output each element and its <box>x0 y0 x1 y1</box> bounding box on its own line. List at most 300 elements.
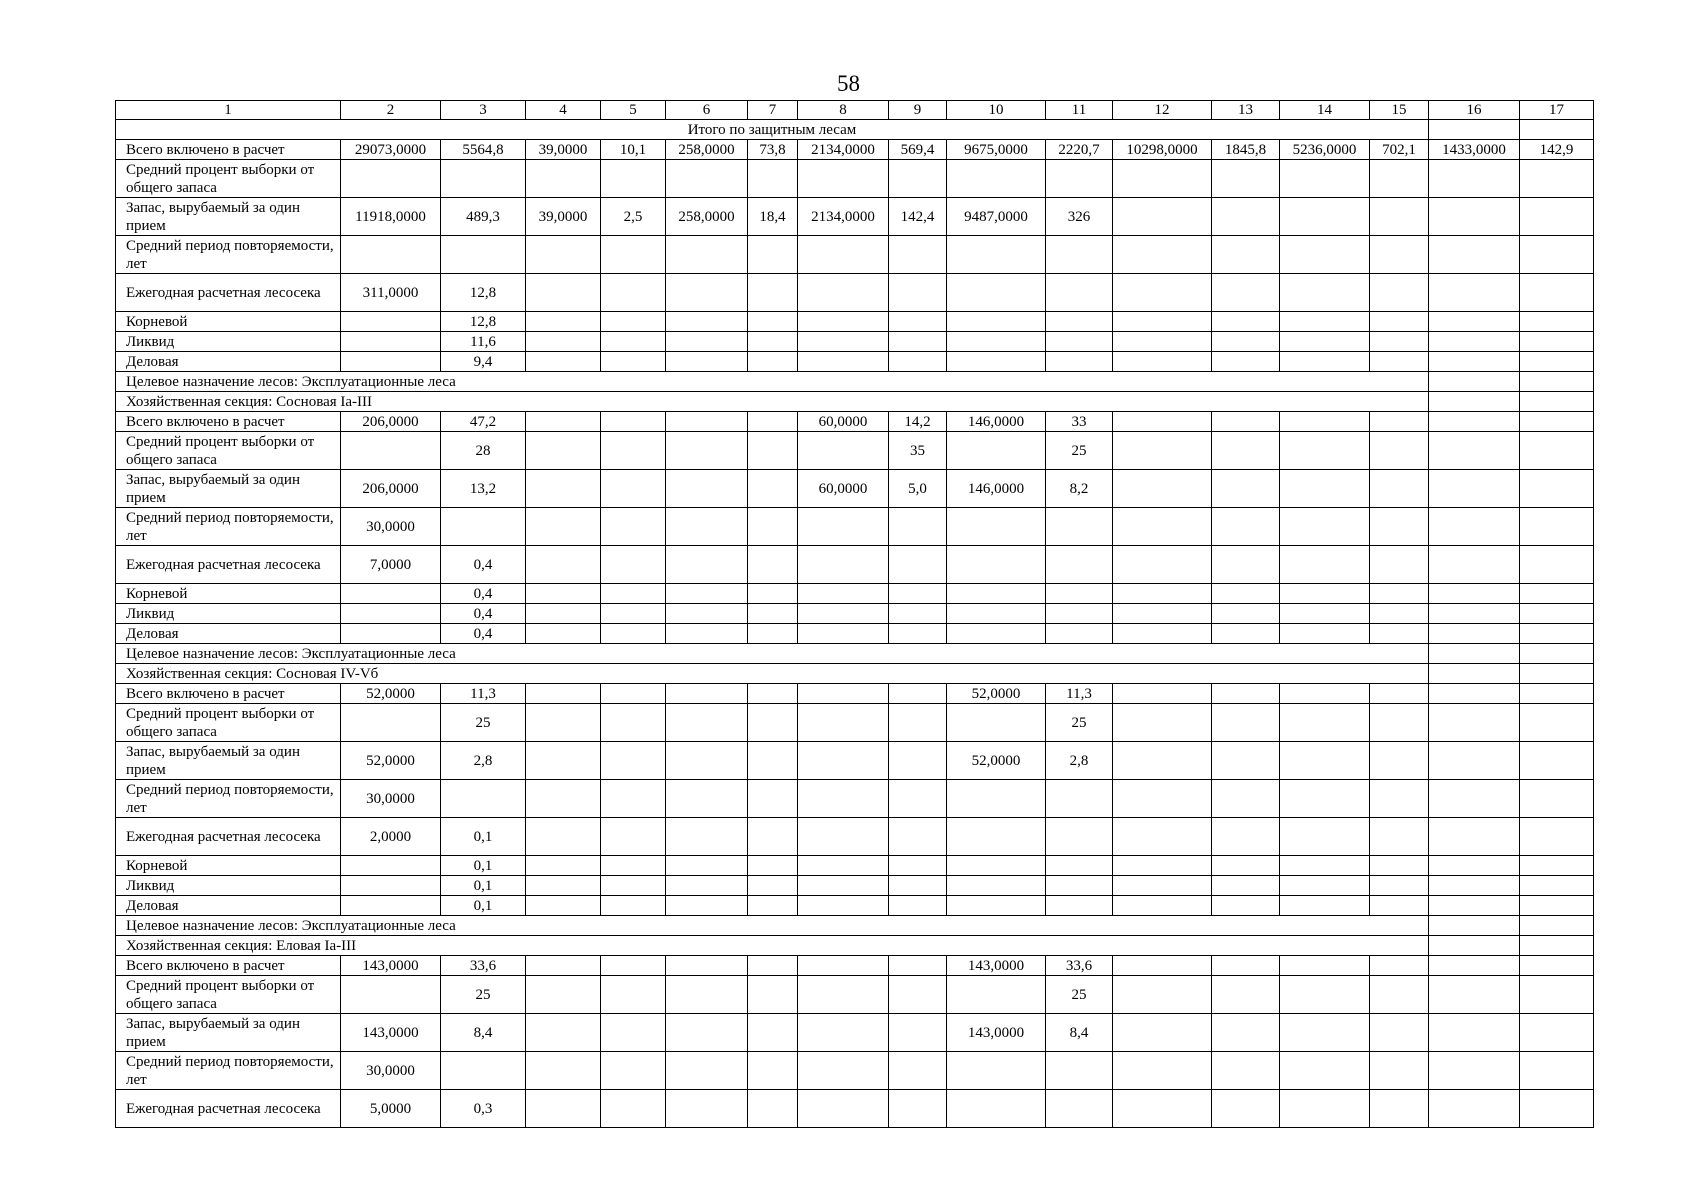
value-cell <box>1429 742 1520 780</box>
value-cell: 11,6 <box>441 332 526 352</box>
value-cell <box>1280 1052 1370 1090</box>
value-cell <box>1046 604 1113 624</box>
value-cell: 33 <box>1046 412 1113 432</box>
value-cell: 52,0000 <box>947 684 1046 704</box>
value-cell <box>947 274 1046 312</box>
value-cell <box>601 896 666 916</box>
value-cell <box>601 624 666 644</box>
value-cell: 30,0000 <box>341 508 441 546</box>
value-cell <box>1046 1052 1113 1090</box>
value-cell: 489,3 <box>441 198 526 236</box>
section-label: Целевое назначение лесов: Эксплуатационные леса <box>116 916 1429 936</box>
value-cell <box>1429 976 1520 1014</box>
section-row <box>116 392 1594 412</box>
value-cell <box>1280 684 1370 704</box>
table-row <box>116 624 1594 644</box>
value-cell <box>1113 742 1212 780</box>
table-title-row <box>116 120 1594 140</box>
value-cell <box>441 236 526 274</box>
value-cell: 206,0000 <box>341 412 441 432</box>
value-cell: 9487,0000 <box>947 198 1046 236</box>
row-label: Средний процент выборки от общего запаса <box>116 432 341 470</box>
value-cell <box>1280 332 1370 352</box>
value-cell <box>748 236 798 274</box>
value-cell <box>798 332 889 352</box>
value-cell <box>1046 818 1113 856</box>
value-cell <box>1212 274 1280 312</box>
value-cell <box>947 624 1046 644</box>
value-cell <box>1280 1090 1370 1128</box>
value-cell <box>601 508 666 546</box>
value-cell: 29073,0000 <box>341 140 441 160</box>
value-cell <box>947 856 1046 876</box>
value-cell <box>1280 818 1370 856</box>
value-cell <box>798 624 889 644</box>
value-cell <box>601 876 666 896</box>
value-cell <box>666 508 748 546</box>
value-cell <box>666 624 748 644</box>
value-cell <box>1520 856 1594 876</box>
value-cell <box>947 312 1046 332</box>
column-number-cell: 15 <box>1370 101 1429 120</box>
value-cell <box>526 274 601 312</box>
value-cell <box>1520 274 1594 312</box>
value-cell: 143,0000 <box>947 956 1046 976</box>
value-cell <box>1520 312 1594 332</box>
value-cell <box>1046 508 1113 546</box>
value-cell: 8,4 <box>1046 1014 1113 1052</box>
value-cell: 2,0000 <box>341 818 441 856</box>
value-cell <box>1520 742 1594 780</box>
value-cell <box>666 604 748 624</box>
section-row <box>116 644 1594 664</box>
column-number-cell: 2 <box>341 101 441 120</box>
value-cell <box>526 976 601 1014</box>
value-cell <box>1280 896 1370 916</box>
value-cell <box>1370 546 1429 584</box>
empty-cell <box>1429 936 1520 956</box>
value-cell <box>666 1090 748 1128</box>
value-cell <box>1429 470 1520 508</box>
value-cell <box>889 876 947 896</box>
value-cell <box>1113 584 1212 604</box>
value-cell <box>666 432 748 470</box>
value-cell: 12,8 <box>441 274 526 312</box>
value-cell <box>441 1052 526 1090</box>
value-cell <box>889 332 947 352</box>
value-cell: 2,8 <box>441 742 526 780</box>
value-cell <box>1113 624 1212 644</box>
value-cell <box>1212 876 1280 896</box>
value-cell <box>1429 352 1520 372</box>
value-cell <box>1280 412 1370 432</box>
value-cell <box>1212 742 1280 780</box>
value-cell <box>666 684 748 704</box>
value-cell <box>1280 704 1370 742</box>
column-number-cell: 13 <box>1212 101 1280 120</box>
value-cell <box>1370 432 1429 470</box>
value-cell <box>947 160 1046 198</box>
row-label: Запас, вырубаемый за один прием <box>116 742 341 780</box>
value-cell <box>947 332 1046 352</box>
value-cell <box>1370 1014 1429 1052</box>
value-cell <box>666 584 748 604</box>
value-cell: 2,8 <box>1046 742 1113 780</box>
row-label: Всего включено в расчет <box>116 684 341 704</box>
value-cell <box>1046 160 1113 198</box>
value-cell <box>341 160 441 198</box>
value-cell: 12,8 <box>441 312 526 332</box>
value-cell <box>526 312 601 332</box>
value-cell <box>798 704 889 742</box>
value-cell: 0,4 <box>441 604 526 624</box>
value-cell <box>1520 780 1594 818</box>
table-row <box>116 412 1594 432</box>
value-cell: 143,0000 <box>341 956 441 976</box>
value-cell: 33,6 <box>441 956 526 976</box>
value-cell <box>1212 1052 1280 1090</box>
value-cell <box>1212 508 1280 546</box>
value-cell <box>748 742 798 780</box>
value-cell <box>526 352 601 372</box>
value-cell <box>601 470 666 508</box>
value-cell <box>1113 432 1212 470</box>
value-cell: 11,3 <box>1046 684 1113 704</box>
table-row <box>116 198 1594 236</box>
table-row <box>116 508 1594 546</box>
value-cell <box>341 352 441 372</box>
value-cell <box>1520 1052 1594 1090</box>
section-label: Хозяйственная секция: Еловая Iа-III <box>116 936 1429 956</box>
value-cell <box>526 742 601 780</box>
page-number: 58 <box>837 71 860 96</box>
value-cell <box>1429 818 1520 856</box>
value-cell: 25 <box>1046 976 1113 1014</box>
value-cell <box>1520 604 1594 624</box>
value-cell: 0,1 <box>441 856 526 876</box>
value-cell <box>666 160 748 198</box>
empty-cell <box>1429 120 1520 140</box>
value-cell <box>666 274 748 312</box>
value-cell <box>889 684 947 704</box>
value-cell <box>526 876 601 896</box>
value-cell <box>1520 546 1594 584</box>
value-cell <box>1113 1014 1212 1052</box>
value-cell: 33,6 <box>1046 956 1113 976</box>
table-row <box>116 160 1594 198</box>
value-cell <box>526 1014 601 1052</box>
value-cell <box>1520 432 1594 470</box>
row-label: Деловая <box>116 352 341 372</box>
section-label: Хозяйственная секция: Сосновая Iа-III <box>116 392 1429 412</box>
value-cell <box>1280 956 1370 976</box>
value-cell <box>1429 236 1520 274</box>
value-cell <box>1520 1090 1594 1128</box>
value-cell <box>666 780 748 818</box>
value-cell <box>601 704 666 742</box>
value-cell <box>1113 1052 1212 1090</box>
value-cell <box>1212 684 1280 704</box>
value-cell <box>1370 856 1429 876</box>
value-cell <box>1370 470 1429 508</box>
value-cell <box>666 546 748 584</box>
value-cell <box>441 780 526 818</box>
table-row <box>116 780 1594 818</box>
value-cell <box>666 312 748 332</box>
column-number-cell: 8 <box>798 101 889 120</box>
column-number-cell: 4 <box>526 101 601 120</box>
value-cell <box>666 704 748 742</box>
value-cell: 702,1 <box>1370 140 1429 160</box>
value-cell <box>1370 274 1429 312</box>
value-cell <box>1370 876 1429 896</box>
value-cell <box>1280 780 1370 818</box>
column-number-cell: 10 <box>947 101 1046 120</box>
value-cell <box>341 604 441 624</box>
value-cell <box>526 896 601 916</box>
value-cell <box>1212 704 1280 742</box>
value-cell <box>748 432 798 470</box>
value-cell <box>889 160 947 198</box>
value-cell <box>748 956 798 976</box>
table-row <box>116 1090 1594 1128</box>
value-cell <box>889 780 947 818</box>
value-cell: 5,0 <box>889 470 947 508</box>
value-cell <box>798 352 889 372</box>
value-cell <box>526 470 601 508</box>
value-cell <box>1212 584 1280 604</box>
value-cell <box>1280 546 1370 584</box>
table-row <box>116 684 1594 704</box>
value-cell <box>526 624 601 644</box>
value-cell <box>1280 856 1370 876</box>
section-row <box>116 372 1594 392</box>
value-cell <box>666 470 748 508</box>
value-cell <box>601 976 666 1014</box>
value-cell <box>1113 818 1212 856</box>
value-cell <box>1429 546 1520 584</box>
value-cell <box>1370 956 1429 976</box>
value-cell: 2134,0000 <box>798 140 889 160</box>
value-cell <box>1113 896 1212 916</box>
value-cell <box>526 780 601 818</box>
value-cell <box>1046 274 1113 312</box>
table-row <box>116 896 1594 916</box>
value-cell <box>341 624 441 644</box>
table-row <box>116 274 1594 312</box>
value-cell <box>1520 584 1594 604</box>
value-cell <box>748 470 798 508</box>
value-cell: 14,2 <box>889 412 947 432</box>
value-cell <box>1212 332 1280 352</box>
value-cell <box>341 896 441 916</box>
value-cell: 0,3 <box>441 1090 526 1128</box>
value-cell <box>1429 1052 1520 1090</box>
column-number-cell: 16 <box>1429 101 1520 120</box>
value-cell: 1433,0000 <box>1429 140 1520 160</box>
value-cell: 28 <box>441 432 526 470</box>
value-cell <box>526 412 601 432</box>
table-title: Итого по защитным лесам <box>116 120 1429 140</box>
section-label: Целевое назначение лесов: Эксплуатационные леса <box>116 644 1429 664</box>
column-number-cell: 5 <box>601 101 666 120</box>
value-cell <box>1370 624 1429 644</box>
row-label: Корневой <box>116 312 341 332</box>
value-cell <box>1429 704 1520 742</box>
value-cell <box>1280 976 1370 1014</box>
row-label: Средний процент выборки от общего запаса <box>116 160 341 198</box>
value-cell <box>1280 584 1370 604</box>
value-cell <box>1212 198 1280 236</box>
value-cell <box>1520 976 1594 1014</box>
row-label: Корневой <box>116 584 341 604</box>
value-cell <box>798 976 889 1014</box>
section-row <box>116 916 1594 936</box>
empty-cell <box>1520 936 1594 956</box>
value-cell <box>1429 684 1520 704</box>
value-cell <box>1046 584 1113 604</box>
value-cell <box>798 604 889 624</box>
value-cell <box>1212 818 1280 856</box>
value-cell <box>889 818 947 856</box>
value-cell <box>601 236 666 274</box>
value-cell <box>601 742 666 780</box>
value-cell <box>1280 1014 1370 1052</box>
value-cell <box>798 956 889 976</box>
value-cell <box>748 508 798 546</box>
value-cell <box>601 1052 666 1090</box>
value-cell <box>889 274 947 312</box>
value-cell <box>666 1014 748 1052</box>
value-cell <box>1212 546 1280 584</box>
value-cell <box>1046 856 1113 876</box>
value-cell <box>1046 546 1113 584</box>
value-cell <box>889 896 947 916</box>
value-cell <box>1520 704 1594 742</box>
value-cell <box>526 546 601 584</box>
value-cell <box>1520 1014 1594 1052</box>
value-cell: 13,2 <box>441 470 526 508</box>
value-cell <box>889 352 947 372</box>
value-cell <box>1113 956 1212 976</box>
row-label: Всего включено в расчет <box>116 956 341 976</box>
empty-cell <box>1520 916 1594 936</box>
table-row <box>116 546 1594 584</box>
value-cell <box>1429 876 1520 896</box>
table-row <box>116 976 1594 1014</box>
value-cell <box>666 976 748 1014</box>
value-cell <box>601 956 666 976</box>
value-cell <box>1113 684 1212 704</box>
table-row <box>116 1014 1594 1052</box>
value-cell: 146,0000 <box>947 470 1046 508</box>
value-cell: 311,0000 <box>341 274 441 312</box>
value-cell <box>1046 876 1113 896</box>
value-cell <box>1113 704 1212 742</box>
row-label: Средний период повторяемости, лет <box>116 236 341 274</box>
value-cell <box>1520 508 1594 546</box>
column-number-cell: 11 <box>1046 101 1113 120</box>
section-label: Хозяйственная секция: Сосновая IV-Vб <box>116 664 1429 684</box>
value-cell <box>1520 160 1594 198</box>
value-cell <box>1370 780 1429 818</box>
value-cell <box>1370 508 1429 546</box>
value-cell <box>341 312 441 332</box>
value-cell <box>341 584 441 604</box>
value-cell <box>1212 236 1280 274</box>
row-label: Корневой <box>116 856 341 876</box>
table-row <box>116 140 1594 160</box>
value-cell <box>889 312 947 332</box>
value-cell <box>1520 236 1594 274</box>
value-cell: 0,1 <box>441 818 526 856</box>
value-cell <box>1113 1090 1212 1128</box>
value-cell <box>1113 976 1212 1014</box>
value-cell <box>1046 352 1113 372</box>
row-label: Средний процент выборки от общего запаса <box>116 976 341 1014</box>
value-cell <box>601 684 666 704</box>
value-cell <box>748 704 798 742</box>
value-cell <box>1429 412 1520 432</box>
value-cell <box>947 1052 1046 1090</box>
value-cell <box>1113 604 1212 624</box>
value-cell <box>889 508 947 546</box>
empty-cell <box>1520 664 1594 684</box>
value-cell <box>666 896 748 916</box>
value-cell <box>1429 198 1520 236</box>
value-cell <box>1046 312 1113 332</box>
value-cell <box>601 818 666 856</box>
column-number-cell: 9 <box>889 101 947 120</box>
value-cell <box>601 1090 666 1128</box>
empty-cell <box>1520 644 1594 664</box>
value-cell <box>1113 352 1212 372</box>
value-cell <box>1280 624 1370 644</box>
value-cell: 7,0000 <box>341 546 441 584</box>
value-cell <box>1370 896 1429 916</box>
value-cell: 0,4 <box>441 546 526 584</box>
value-cell: 258,0000 <box>666 198 748 236</box>
value-cell: 9675,0000 <box>947 140 1046 160</box>
value-cell <box>1280 508 1370 546</box>
value-cell <box>947 896 1046 916</box>
value-cell: 5564,8 <box>441 140 526 160</box>
value-cell <box>666 1052 748 1090</box>
value-cell: 52,0000 <box>947 742 1046 780</box>
value-cell <box>1046 236 1113 274</box>
value-cell <box>748 976 798 1014</box>
value-cell <box>526 1052 601 1090</box>
value-cell <box>947 876 1046 896</box>
value-cell: 143,0000 <box>947 1014 1046 1052</box>
column-number-cell: 6 <box>666 101 748 120</box>
value-cell <box>748 584 798 604</box>
value-cell <box>666 412 748 432</box>
value-cell <box>1280 432 1370 470</box>
value-cell <box>1212 432 1280 470</box>
section-row <box>116 664 1594 684</box>
value-cell: 9,4 <box>441 352 526 372</box>
value-cell <box>601 584 666 604</box>
value-cell <box>1212 352 1280 372</box>
value-cell <box>601 546 666 584</box>
value-cell: 8,4 <box>441 1014 526 1052</box>
value-cell <box>748 1014 798 1052</box>
value-cell <box>1429 508 1520 546</box>
table-row <box>116 856 1594 876</box>
value-cell: 8,2 <box>1046 470 1113 508</box>
value-cell: 30,0000 <box>341 1052 441 1090</box>
